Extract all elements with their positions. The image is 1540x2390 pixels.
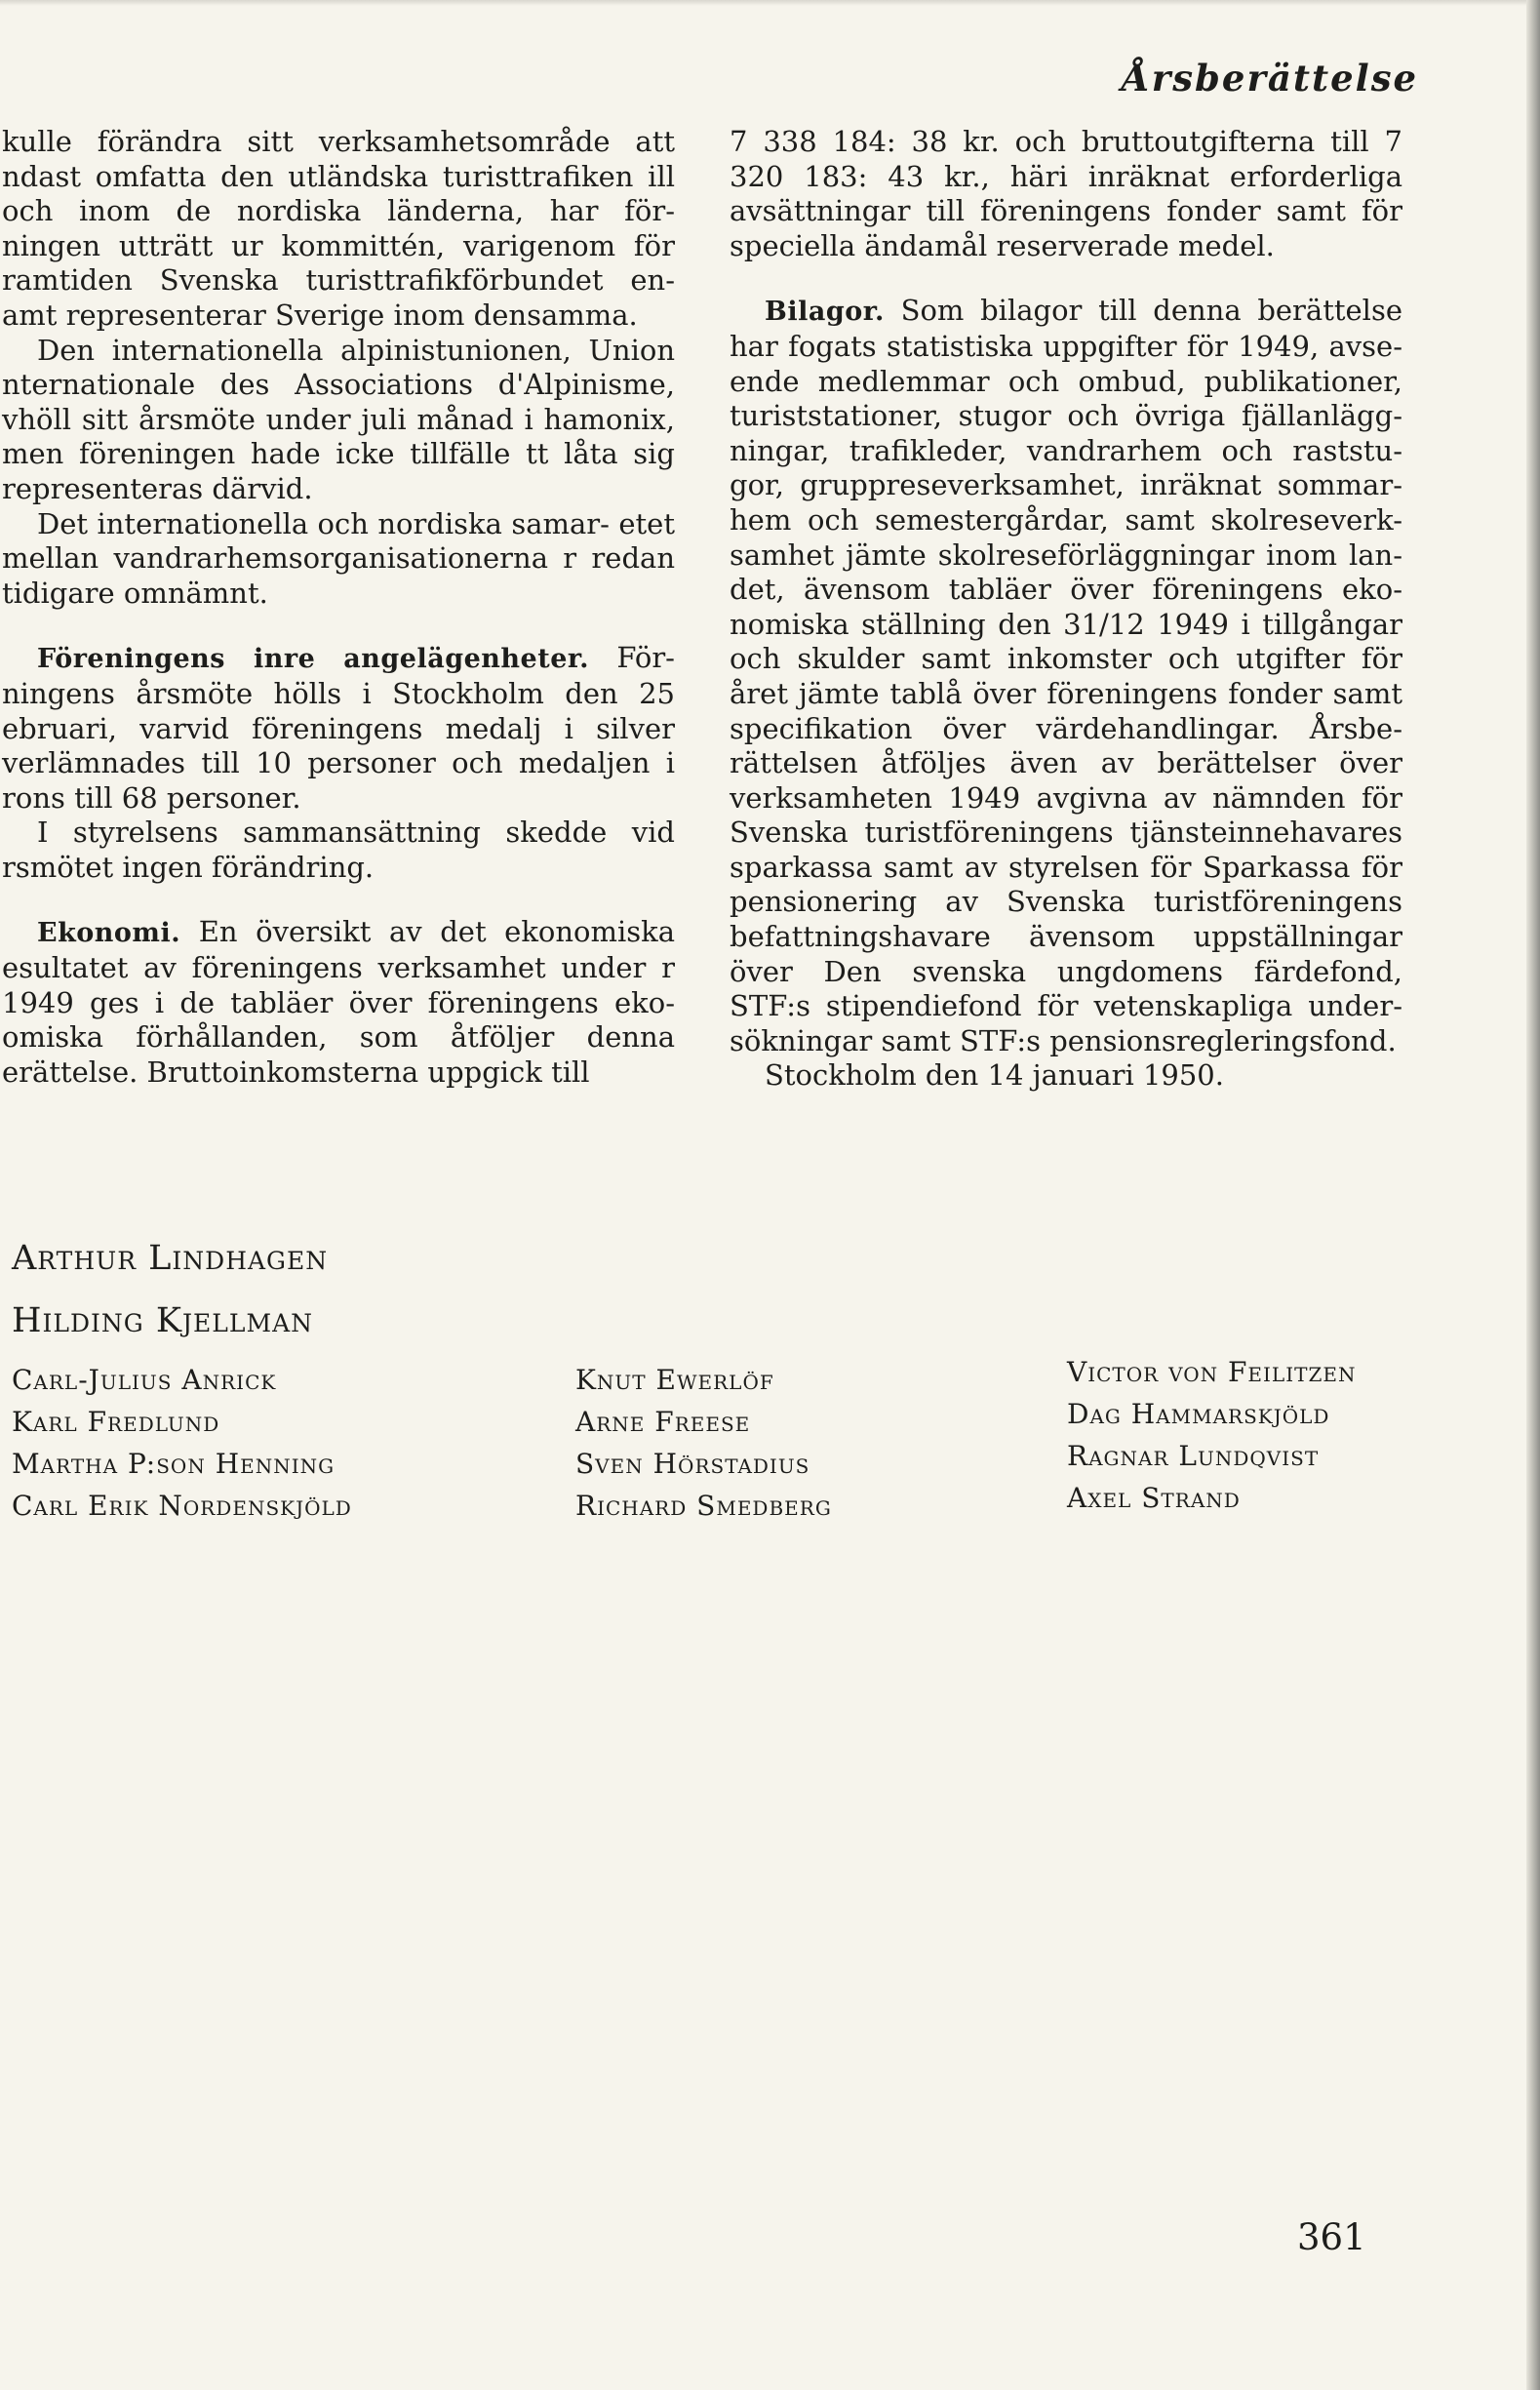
left-paragraph-4: [2, 641, 675, 816]
signature-name: Carl-Julius Anrick: [12, 1364, 277, 1396]
left-paragraph-6: [2, 915, 675, 1090]
signature-name: Dag Hammarskjöld: [1067, 1398, 1330, 1430]
signature-name: Martha P:son Henning: [12, 1448, 336, 1480]
left-paragraph-6-text: En översikt av det ekonomiska esultatet av föreningens verksamhet under r 1949 ges i de tabläer över föreningens eko- omiska förhållanden, som åtföljer denna erättelse. Bruttoinkomsterna uppgick till: [2, 915, 676, 1089]
signature-name: Karl Fredlund: [12, 1406, 220, 1438]
page-number: 361: [1297, 2216, 1366, 2258]
signature-name: Victor von Feilitzen: [1067, 1356, 1357, 1388]
signature-lead-1: Arthur Lindhagen: [12, 1239, 329, 1278]
signature-column-3: [1067, 1356, 1356, 1524]
signature-lead-2: Hilding Kjellman: [12, 1301, 314, 1340]
right-paragraph-2-text: Som bilagor till denna berättelse har fogats statistiska uppgifter för 1949, avse- ende medlemmar och ombud, publikationer, turiststationer, stugor och övriga fjällanlägg- ningar, trafikleder, vandrarhem och raststu- gor, gruppreseverksamhet, inräknat sommar- hem och semestergårdar, samt skolreseverk- samhet jämte skolreseförläggningar inom lan- det, ävensom tabläer över föreningens eko- nomiska ställning den 31/12 1949 i tillgångar och skulder samt inkomster och utgifter för året jämte tablå över föreningens fonder samt specifikation över värdehandlingar. Årsbe- rättelsen åtföljes även av berättelser över verksamheten 1949 avgivna av nämnden för Svenska turistföreningens tjänsteinnehavares sparkassa samt av styrelsen för Sparkassa för pensionering av Svenska turistföreningens befattningshavare ävensom uppställningar över Den svenska ungdomens färdefond, STF:s stipendiefond för vetenskapliga under- sökningar samt STF:s pensionsregleringsfond.: [730, 294, 1402, 1057]
right-paragraph-1: 7 338 184: 38 kr. och bruttoutgifterna till 7 320 183: 43 kr., häri inräknat erforderliga avsättningar till föreningens fonder samt för speciella ändamål reserverade medel.: [730, 125, 1402, 262]
signatures: [12, 1239, 1436, 1559]
left-paragraph-2: Den internationella alpinistunionen, Union nternationale des Associations d'Alpinisme, vhöll sitt årsmöte under juli månad i hamonix, men föreningen hade icke tillfälle tt låta sig representeras därvid.: [2, 333, 675, 505]
right-paragraph-2: [730, 294, 1402, 1058]
left-paragraph-5: I styrelsens sammansättning skedde vid rsmötet ingen förändring.: [2, 816, 675, 884]
signature-columns: [12, 1356, 1436, 1559]
left-paragraph-1: kulle förändra sitt verksamhetsområde att ndast omfatta den utländska turisttrafiken ill och inom de nordiska länderna, har för- ningen utträtt ur kommittén, varigenom för ramtiden Svenska turisttrafikförbundet en- amt representerar Sverige inom densamma.: [2, 125, 675, 332]
signature-name: Ragnar Lundqvist: [1067, 1440, 1320, 1472]
section-heading-inre: Föreningens inre angelägenheter.: [37, 644, 590, 675]
signature-column-2: [575, 1364, 832, 1532]
section-heading-bilagor: Bilagor.: [765, 297, 885, 328]
signature-name: Axel Strand: [1067, 1482, 1241, 1514]
scan-edge-top: [0, 0, 1540, 6]
running-head: Årsberättelse: [1122, 57, 1419, 100]
signature-name: Arne Freese: [575, 1406, 751, 1438]
signature-column-1: [12, 1364, 352, 1532]
scan-edge-right: [1526, 0, 1540, 2390]
signature-name: Carl Erik Nordenskjöld: [12, 1490, 352, 1522]
right-column: [730, 125, 1402, 1094]
left-column: [2, 125, 675, 1090]
signature-name: Knut Ewerlöf: [575, 1364, 774, 1396]
left-paragraph-3: Det internationella och nordiska samar- etet mellan vandrarhemsorganisationerna r redan tidigare omnämnt.: [2, 506, 675, 610]
left-paragraph-4-text: För- ningens årsmöte hölls i Stockholm den 25 ebruari, varvid föreningens medalj i silver verlämnades till 10 personer och medaljen i rons till 68 personer.: [2, 641, 675, 815]
date-line: Stockholm den 14 januari 1950.: [765, 1058, 1224, 1093]
section-heading-ekonomi: Ekonomi.: [37, 918, 181, 949]
signature-name: Richard Smedberg: [575, 1490, 832, 1522]
signature-name: Sven Hörstadius: [575, 1448, 810, 1480]
